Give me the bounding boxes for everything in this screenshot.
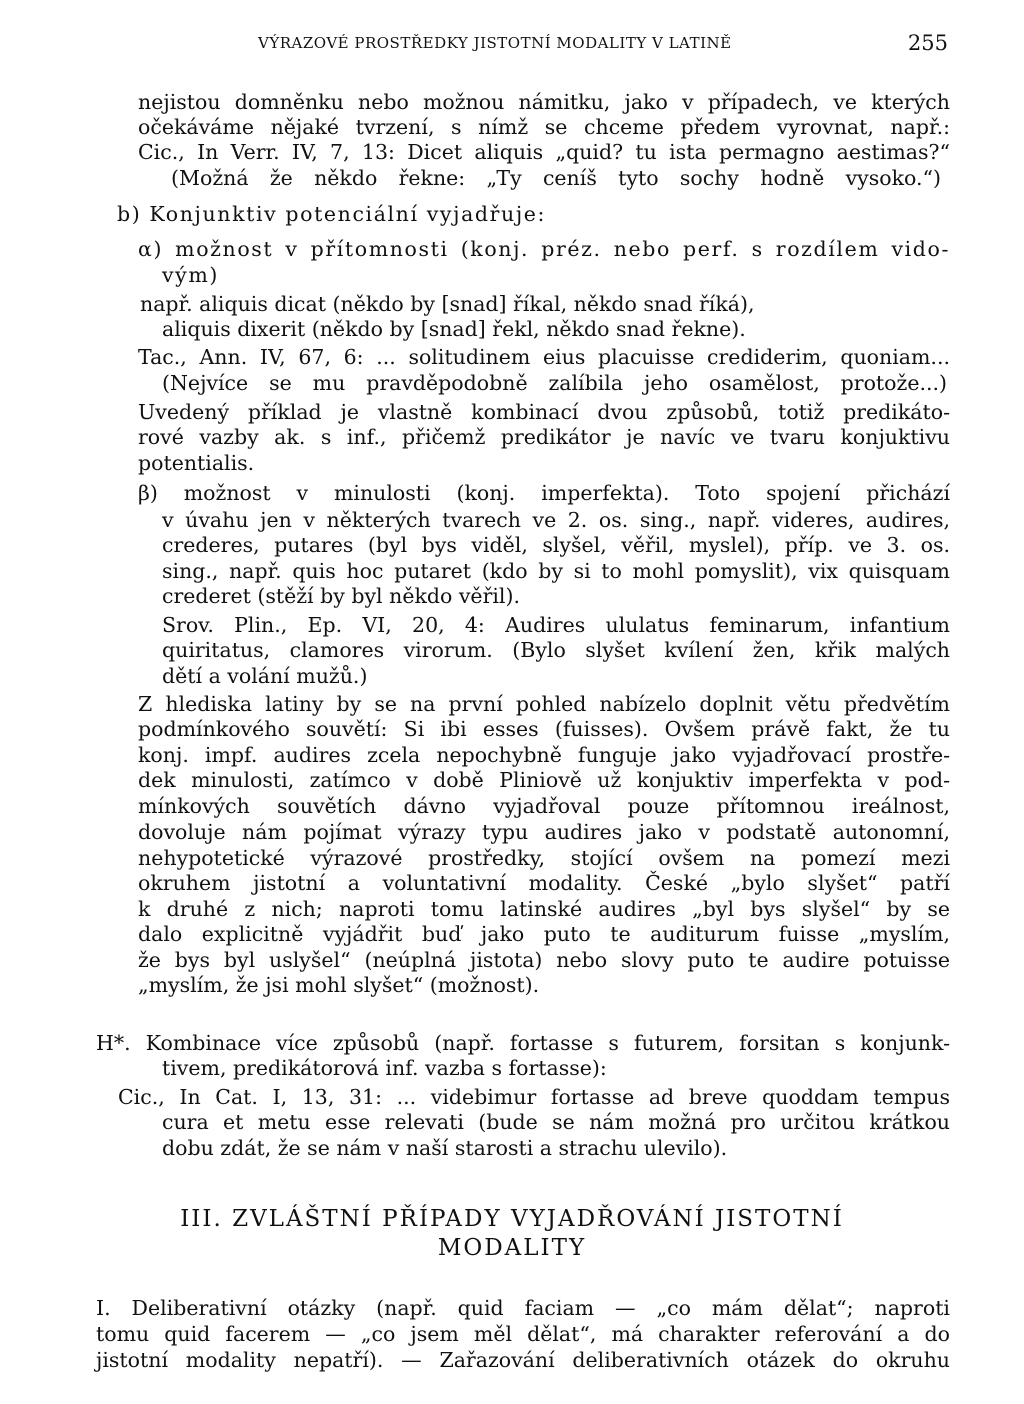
text-line: tomu quid facerem — „co jsem měl dělat“, má charakter referování a do xyxy=(96,1322,950,1346)
text-line: podmínkového souvětí: Si ibi esses (fuisses). Ovšem právě fakt, že tu xyxy=(138,717,950,741)
running-title: VÝRAZOVÉ PROSTŘEDKY JISTOTNÍ MODALITY V LATINĚ xyxy=(258,34,732,52)
text-line: dek minulosti, zatímco v době Pliniově už konjuktiv imperfekta v pod- xyxy=(138,768,950,792)
text-line: např. aliquis dicat (někdo by [snad] říkal, někdo snad říká), xyxy=(140,292,755,316)
text-line: quiritatus, clamores virorum. (Bylo slyšet kvílení žen, křik malých xyxy=(162,638,950,662)
text-line: crederet (stěží by byl někdo věřil). xyxy=(162,584,520,608)
text-line: Uvedený příklad je vlastně kombinací dvou způsobů, totiž predikáto- xyxy=(138,400,950,424)
text-line: mínkových souvětích dávno vyjadřoval pouze přítomnou ireálnost, xyxy=(138,794,950,818)
text-line: aliquis dixerit (někdo by [snad] řekl, někdo snad řekne). xyxy=(162,317,746,341)
text-line: dovoluje nám pojímat výrazy typu audires jako v podstatě autonomní, xyxy=(138,820,950,844)
text-line: tivem, predikátorová inf. vazba s fortasse): xyxy=(162,1056,607,1080)
text-line: Srov. Plin., Ep. VI, 20, 4: Audires ululatus feminarum, infantium xyxy=(162,613,950,637)
text-line: crederes, putares (byl bys viděl, slyšel, věřil, myslel), příp. ve 3. os. xyxy=(162,533,950,557)
text-line: (Nejvíce se mu pravděpodobně zalíbila jeho osamělost, protože...) xyxy=(162,371,947,395)
text-line: dalo explicitně vyjádřit buď jako puto te auditurum fuisse „myslím, xyxy=(138,922,950,946)
text-line: vým) xyxy=(162,263,219,287)
text-line: Tac., Ann. IV, 67, 6: ... solitudinem eius placuisse crediderim, quoniam... xyxy=(138,345,950,369)
text-line: nehypotetické výrazové prostředky, stojící ovšem na pomezí mezi xyxy=(138,846,950,870)
text-line: sing., např. quis hoc putaret (kdo by si to mohl pomyslit), vix quisquam xyxy=(162,559,950,583)
text-line: α) možnost v přítomnosti (konj. préz. nebo perf. s rozdílem vido- xyxy=(138,237,950,261)
text-line: cura et metu esse relevati (bude se nám možná pro určitou krátkou xyxy=(162,1110,950,1134)
text-line: MODALITY xyxy=(437,1235,587,1261)
text-line: dětí a volání mužů.) xyxy=(162,664,368,688)
text-line: že bys byl uslyšel“ (neúplná jistota) nebo slovy puto te audire potuisse xyxy=(138,948,950,972)
text-line: okruhem jistotní a voluntativní modality. České „bylo slyšet“ patří xyxy=(138,871,950,895)
text-line: dobu zdát, že se nám v naší starosti a strachu ulevilo). xyxy=(162,1136,728,1160)
text-line: III. ZVLÁŠTNÍ PŘÍPADY VYJADŘOVÁNÍ JISTOTNÍ xyxy=(180,1206,844,1232)
text-line: Z hlediska latiny by se na první pohled nabízelo doplnit větu předvětím xyxy=(138,692,950,716)
text-line: očekáváme nějaké tvrzení, s nímž se chceme předem vyrovnat, např.: xyxy=(138,115,950,139)
running-header xyxy=(258,31,948,55)
text-line: konj. impf. audires zcela nepochybně funguje jako vyjadřovací prostře- xyxy=(138,743,950,767)
text-line: v úvahu jen v některých tvarech ve 2. os. sing., např. videres, audires, xyxy=(162,508,950,532)
text-line: I. Deliberativní otázky (např. quid faciam — „co mám dělat“; naproti xyxy=(96,1296,950,1320)
text-line: b) Konjunktiv potenciální vyjadřuje: xyxy=(117,202,547,226)
text-line: Cic., In Cat. I, 13, 31: ... videbimur fortasse ad breve quoddam tempus xyxy=(118,1085,950,1109)
text-line: „myslím, že jsi mohl slyšet“ (možnost). xyxy=(138,973,540,997)
text-line: jistotní modality nepatří). — Zařazování deliberativních otázek do okruhu xyxy=(96,1348,950,1372)
text-line: Cic., In Verr. IV, 7, 13: Dicet aliquis „quid? tu ista permagno aestimas?“ xyxy=(138,140,950,164)
page-number: 255 xyxy=(907,31,948,55)
text-line: β) možnost v minulosti (konj. imperfekta). Toto spojení přichází xyxy=(138,481,950,505)
text-line: rové vazby ak. s inf., přičemž predikátor je navíc ve tvaru konjuktivu xyxy=(138,425,950,449)
text-line: (Možná že někdo řekne: „Ty ceníš tyto sochy hodně vysoko.“) xyxy=(171,166,941,190)
text-line: potentialis. xyxy=(138,451,255,475)
text-line: k druhé z nich; naproti tomu latinské audires „byl bys slyšel“ by se xyxy=(138,897,950,921)
text-line: H*. Kombinace více způsobů (např. fortasse s futurem, forsitan s konjunk- xyxy=(96,1031,950,1055)
text-line: nejistou domněnku nebo možnou námitku, jako v případech, ve kterých xyxy=(138,90,950,114)
